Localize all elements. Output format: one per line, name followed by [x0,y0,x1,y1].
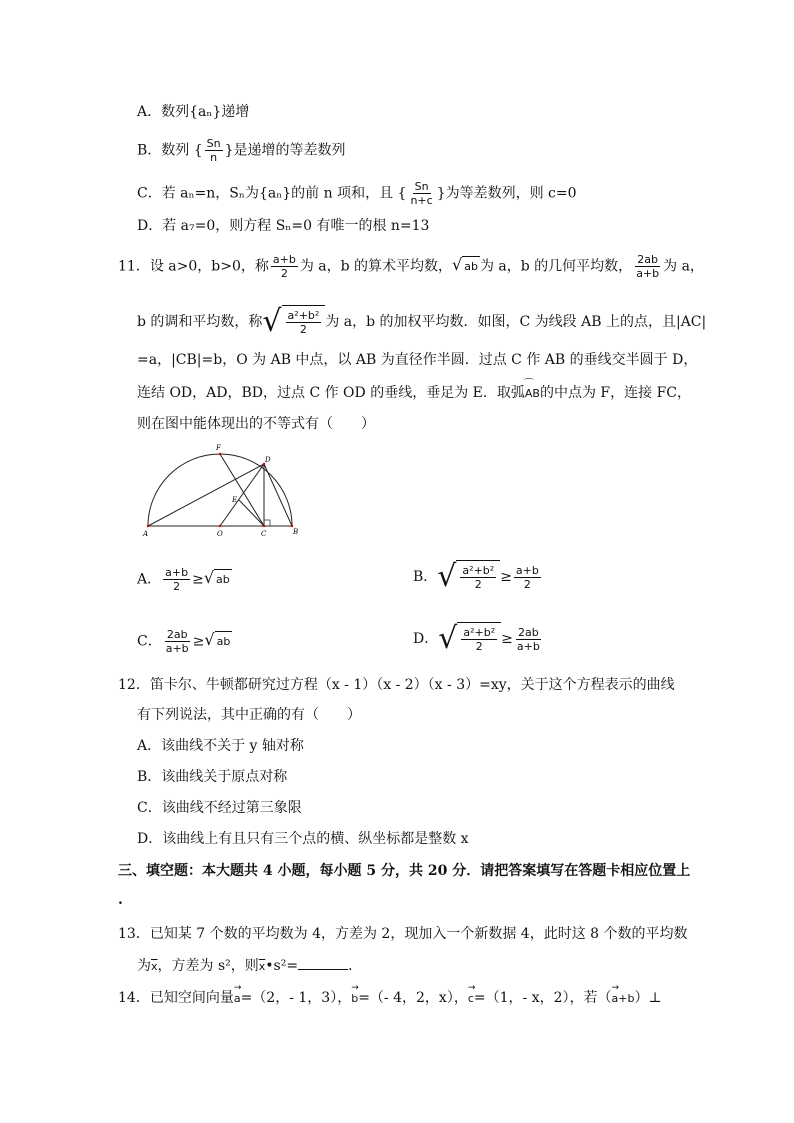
frac-num: Sn [414,180,429,193]
frac-num: a²+b² [287,309,320,322]
frac-weighted [286,309,322,336]
q10-option-a: A．数列{aₙ}递增 [137,104,250,120]
frac-num: 2ab [637,253,659,266]
text: b 的调和平均数，称 [137,314,263,330]
segment-ce [239,500,264,526]
vector-c: → c [468,989,474,1009]
frac-den: a+b [516,639,540,653]
frac-num: a+b [515,563,539,577]
q12-option-d: D．该曲线上有且只有三个点的横、纵坐标都是整数 x [137,831,469,847]
option-label: C． [137,633,162,650]
frac-den: 2 [299,323,307,336]
text: =（2，- 1，3）， [240,990,352,1006]
section3-title: 三、填空题：本大题共 4 小题，每小题 5 分，共 20 分．请把答案填写在答题卡相应位置上 [118,863,691,879]
option-label: B． [413,569,438,585]
sqrt: √ ab [204,631,232,652]
text: •s²= [265,958,299,974]
text: ）⊥ [634,990,662,1006]
q12-line1: 12．笛卡尔、牛顿都研究过方程（x - 1）（x - 2）（x - 3）=xy，关于这个方程表示的曲线 [118,677,675,693]
sqrt: √ ab [204,569,232,590]
frac-num: Sn [206,137,221,150]
relation: ≥ [192,633,205,650]
text: 连结 OD，AD，BD，过点 C 作 OD 的垂线，垂足为 E．取弧 [137,385,525,401]
q11-option-c [137,628,232,655]
frac-den: 2 [280,267,288,280]
q11-line3: =a，|CB|=b，O 为 AB 中点，以 AB 为直径作半圆．过点 C 作 AB 的垂线交半圆于 D， [137,352,698,368]
semicircle-figure [140,440,305,540]
section3-dot: . [118,892,123,908]
frac-num: a+b [272,253,296,266]
text: 为 a，b 的加权平均数．如图，C 为线段 AB 上的点，且|AC| [325,314,707,330]
radicand: ab [462,256,480,277]
q10-option-d: D．若 a₇=0，则方程 Sₙ=0 有唯一的根 n=13 [137,218,430,234]
radicand: ab [215,631,233,652]
label-f: F [216,444,221,452]
text: 11．设 a>0，b>0，称 [118,258,269,275]
frac [460,564,496,591]
text: 为 a， [663,258,704,275]
semicircle-arc [148,454,292,526]
relation: ≥ [192,571,204,588]
q14-line1 [118,988,662,1009]
q10-c-post: }为等差数列，则 c=0 [436,185,577,202]
frac-den: a+b [636,267,660,280]
frac [515,626,542,653]
q11-line5: 则在图中能体现出的不等式有（ ） [137,416,375,432]
frac-den: 2 [173,580,181,593]
option-label: D． [413,631,439,647]
text: 为 [137,958,151,974]
frac [514,564,541,591]
frac-num: 2ab [517,625,539,639]
vector-a-plus-b: → a+b [612,989,635,1009]
vector-b: → b [351,989,358,1009]
text: ． [348,958,363,974]
label-o: O [217,530,223,538]
sqrt-geo: √ ab [452,256,480,277]
q10-b-frac [205,137,223,164]
q12-option-a: A．该曲线不关于 y 轴对称 [137,738,304,754]
frac-harm [634,253,661,280]
q10-b-pre: B．数列 { [137,142,203,159]
segment-ad [148,464,264,526]
frac [163,566,190,593]
q10-option-b [137,137,346,164]
frac-den: n [210,151,218,164]
text: 为 a，b 的几何平均数， [479,258,633,275]
q11-option-a [137,566,232,593]
q12-line2: 有下列说法，其中正确的有（ ） [137,707,361,723]
q11-line4 [137,379,692,404]
frac-num: a²+b² [462,564,495,577]
q13-line2 [137,955,362,977]
frac-num: a+b [165,566,189,579]
label-e: E [232,496,238,504]
sqrt-weighted: √ $\frac{\text{a²+b²}}{2}$ [262,305,325,339]
q11-line1 [118,253,704,280]
q10-b-post: }是递增的等差数列 [224,142,346,159]
frac-den: 2 [475,640,483,653]
q11-option-d [413,622,544,656]
mean-x: $\overline{x}$ [258,960,266,973]
frac-den: 2 [523,577,531,591]
label-a: A [143,530,149,538]
frac-den: a+b [165,642,189,655]
q12-option-c: C．该曲线不经过第三象限 [137,800,302,816]
relation: ≥ [501,631,513,647]
text: =（1，- x，2），若（ [473,990,612,1006]
text: =（- 4，2，x）， [358,990,468,1006]
frac [461,626,497,653]
q13-line1: 13．已知某 7 个数的平均数为 4，方差为 2，现加入一个新数据 4，此时这 8 个数的平均数 [118,926,688,942]
frac-num: 2ab [166,628,188,641]
text: 的中点为 F，连接 FC， [539,385,692,401]
q12-option-b: B．该曲线关于原点对称 [137,769,288,785]
q10-c-frac [408,180,434,207]
answer-blank[interactable] [298,955,348,970]
arc-ab: ⌒ AB [523,379,540,400]
q11-line2 [137,305,706,339]
text: 14．已知空间向量 [118,990,234,1006]
mean-x: $\overline{x}$ [151,960,158,973]
option-label: A． [137,571,162,588]
right-angle-mark [264,520,270,526]
radicand: ab [214,569,232,590]
frac-arith [271,253,298,280]
segment-od [220,464,264,526]
label-c: C [261,530,267,538]
text: ，方差为 s²，则 [157,958,259,974]
label-d: D [265,456,271,464]
arc-label: AB [524,387,540,400]
q10-option-c [137,180,577,207]
q10-c-pre: C．若 aₙ=n，Sₙ为{aₙ}的前 n 项和，且 { [137,185,407,202]
frac-den: n+c [410,194,433,207]
sqrt: √ $\frac{\text{a²+b²}}{2}$ [438,622,501,656]
frac-num: a²+b² [463,626,496,639]
frac [164,628,191,655]
segment-bd [264,464,292,526]
vector-a: → a [234,989,241,1009]
label-b: B [293,528,299,536]
frac-den: 2 [474,578,482,591]
sqrt: √ $\frac{\text{a²+b²}}{2}$ [437,560,500,594]
q11-option-b [413,560,543,594]
text: 为 a，b 的算术平均数， [299,258,453,275]
relation: ≥ [500,569,512,585]
